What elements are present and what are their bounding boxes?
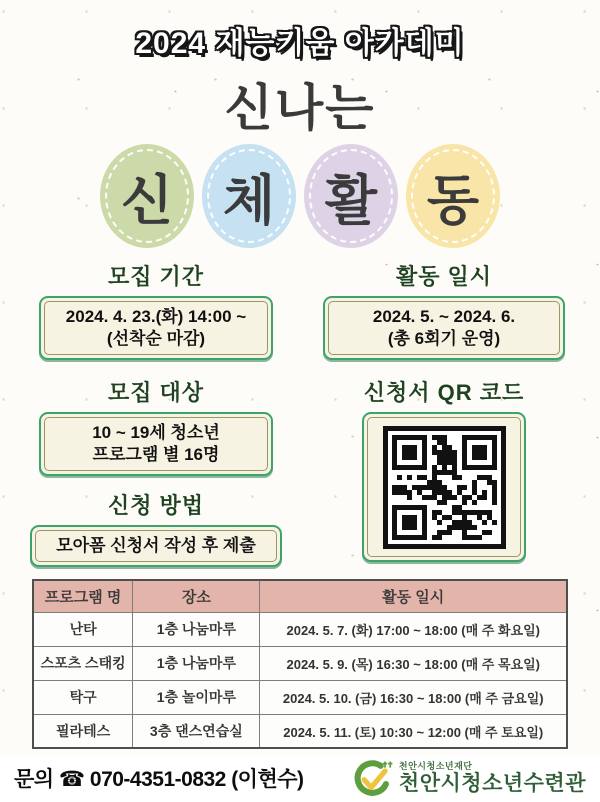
circle-char: 체 xyxy=(222,170,276,231)
program-datetime: 2024. 5. 7. (화) 17:00 ~ 18:00 (매 주 화요일) xyxy=(260,612,567,646)
program-datetime: 2024. 5. 9. (목) 16:30 ~ 18:00 (매 주 목요일) xyxy=(260,646,567,680)
program-schedule-table xyxy=(32,579,568,749)
program-name: 필라테스 xyxy=(33,714,133,748)
left-column xyxy=(12,258,300,567)
program-place: 1층 나눔마루 xyxy=(133,612,260,646)
recruit-target-line2: 프로그램 별 16명 xyxy=(92,445,220,465)
apply-method-heading: 신청 방법 xyxy=(107,493,205,519)
program-datetime: 2024. 5. 11. (토) 10:30 ~ 12:00 (매 주 토요일) xyxy=(260,714,567,748)
title-circle-2 xyxy=(202,144,296,248)
right-column xyxy=(300,258,588,567)
apply-method-box xyxy=(30,525,282,567)
program-name: 난타 xyxy=(33,612,133,646)
table-row xyxy=(33,612,567,646)
recruit-target-box xyxy=(39,412,273,476)
org-logo xyxy=(351,758,586,798)
academy-badge-title: 2024 재능키움 아카데미 xyxy=(135,27,465,60)
recruit-target-heading: 모집 대상 xyxy=(107,380,205,406)
title-circle-1 xyxy=(100,144,194,248)
program-place: 1층 놀이마루 xyxy=(133,680,260,714)
contact-info: 문의 ☎ 070-4351-0832 (이현수) xyxy=(14,768,304,792)
org-center-name: 천안시청소년수련관 xyxy=(398,771,586,795)
program-name: 탁구 xyxy=(33,680,133,714)
recruit-period-box xyxy=(39,296,273,360)
info-sections xyxy=(0,258,600,567)
recruit-target-line1: 10 ~ 19세 청소년 xyxy=(92,423,220,443)
activity-date-line2: (총 6회기 운영) xyxy=(387,329,501,349)
col-header-place: 장소 xyxy=(133,580,260,612)
program-place: 3층 댄스연습실 xyxy=(133,714,260,748)
col-header-program: 프로그램 명 xyxy=(33,580,133,612)
title-circles xyxy=(0,144,600,248)
title-circle-4 xyxy=(406,144,500,248)
table-row xyxy=(33,680,567,714)
table-row xyxy=(33,646,567,680)
table-row xyxy=(33,714,567,748)
recruit-period-line2: (선착순 마감) xyxy=(106,329,206,349)
org-text-block xyxy=(399,762,586,795)
program-name: 스포츠 스태킹 xyxy=(33,646,133,680)
activity-date-line1: 2024. 5. ~ 2024. 6. xyxy=(372,307,516,326)
activity-date-heading: 활동 일시 xyxy=(395,264,493,289)
program-datetime: 2024. 5. 10. (금) 16:30 ~ 18:00 (매 주 금요일) xyxy=(260,680,567,714)
youth-center-logo-icon xyxy=(351,758,393,798)
recruit-period-line1: 2024. 4. 23.(화) 14:00 ~ xyxy=(65,307,247,326)
main-title: 신나는 xyxy=(224,80,376,136)
circle-char: 활 xyxy=(324,170,378,231)
circle-char: 신 xyxy=(120,170,174,231)
qr-heading: 신청서 QR 코드 xyxy=(363,380,525,406)
circle-char: 동 xyxy=(426,170,480,231)
apply-method-line1: 모아폼 신청서 작성 후 제출 xyxy=(56,536,256,556)
qr-box xyxy=(362,412,526,562)
col-header-datetime: 활동 일시 xyxy=(260,580,567,612)
footer xyxy=(0,756,600,802)
table-header-row xyxy=(33,580,567,612)
org-foundation-name: 천안시청소년재단 xyxy=(398,760,473,771)
program-place: 1층 나눔마루 xyxy=(133,646,260,680)
recruit-period-heading: 모집 기간 xyxy=(107,264,205,289)
title-circle-3 xyxy=(304,144,398,248)
activity-date-box xyxy=(323,296,565,360)
qr-code-icon xyxy=(383,426,506,549)
